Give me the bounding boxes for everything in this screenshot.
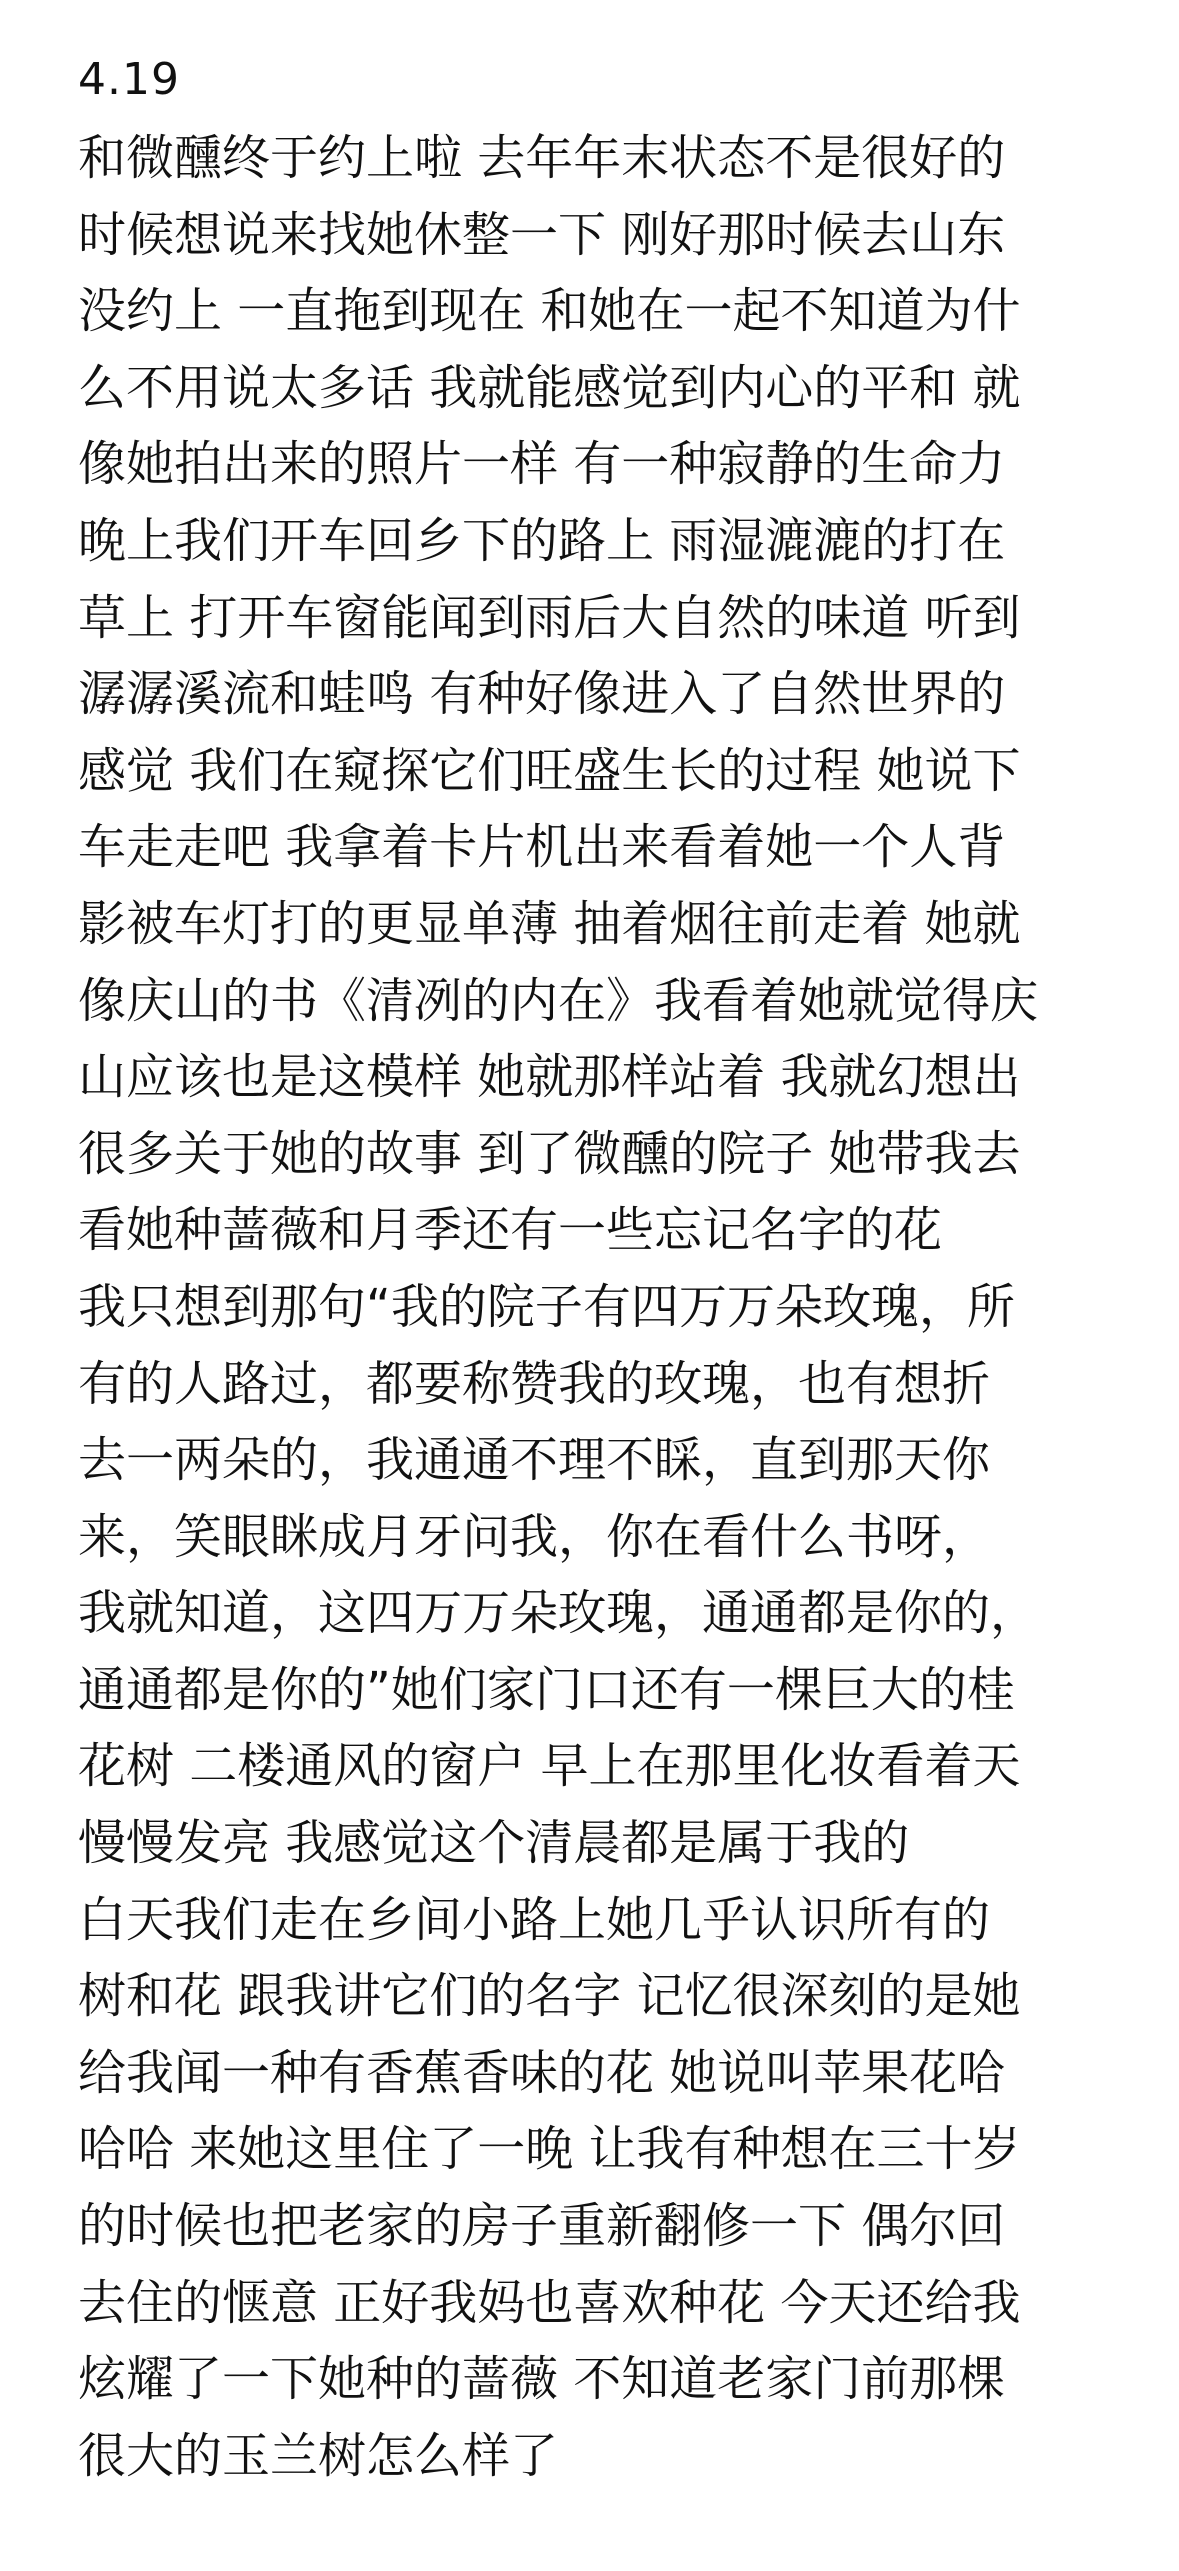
note-line: 车走走吧 我拿着卡片机出来看着她一个人背	[78, 819, 1006, 876]
note-date: 4.19	[78, 54, 180, 105]
note-line: 山应该也是这模样 她就那样站着 我就幻想出	[78, 1049, 1021, 1106]
note-line: 像她拍出来的照片一样 有一种寂静的生命力	[78, 436, 1006, 493]
note-line: 感觉 我们在窥探它们旺盛生长的过程 她说下	[78, 742, 1021, 799]
note-line: 很多关于她的故事 到了微醺的院子 她带我去	[78, 1125, 1021, 1182]
note-line: 影被车灯打的更显单薄 抽着烟往前走着 她就	[78, 895, 1021, 952]
note-body	[78, 120, 1138, 2494]
note-line: 给我闻一种有香蕉香味的花 她说叫苹果花哈	[78, 2044, 1006, 2101]
note-line: 晚上我们开车回乡下的路上 雨湿漉漉的打在	[78, 512, 1006, 569]
note-line: 和微醺终于约上啦 去年年末状态不是很好的	[78, 130, 1006, 186]
note-line: 的时候也把老家的房子重新翻修一下 偶尔回	[78, 2198, 1006, 2255]
note-line: 慢慢发亮 我感觉这个清晨都是属于我的	[78, 1815, 910, 1872]
note-line: 来，笑眼眯成月牙问我，你在看什么书呀，	[78, 1508, 991, 1565]
note-line: 像庆山的书《清冽的内在》我看着她就觉得庆	[78, 972, 1039, 1029]
note-line: 哈哈 来她这里住了一晚 让我有种想在三十岁	[78, 2121, 1021, 2178]
note-line: 花树 二楼通风的窗户 早上在那里化妆看着天	[78, 1738, 1021, 1795]
note-line: 去一两朵的，我通通不理不睬，直到那天你	[78, 1432, 991, 1489]
note-line: 树和花 跟我讲它们的名字 记忆很深刻的是她	[78, 1968, 1021, 2025]
note-line: 时候想说来找她休整一下 刚好那时候去山东	[78, 206, 1006, 263]
note-line: 去住的惬意 正好我妈也喜欢种花 今天还给我	[78, 2274, 1021, 2331]
note-line: 有的人路过，都要称赞我的玫瑰，也有想折	[78, 1355, 991, 1412]
note-line: 很大的玉兰树怎么样了	[78, 2427, 559, 2484]
note-line: 我就知道，这四万万朵玫瑰，通通都是你的，	[78, 1585, 1039, 1642]
note-line: 么不用说太多话 我就能感觉到内心的平和 就	[78, 359, 1021, 416]
note-line: 没约上 一直拖到现在 和她在一起不知道为什	[78, 283, 1021, 340]
note-line: 炫耀了一下她种的蔷薇 不知道老家门前那棵	[78, 2351, 1006, 2408]
note-line: 看她种蔷薇和月季还有一些忘记名字的花	[78, 1202, 943, 1259]
note-line: 我只想到那句“我的院子有四万万朵玫瑰，所	[78, 1278, 1015, 1335]
note-line: 通通都是你的”她们家门口还有一棵巨大的桂	[78, 1661, 1015, 1718]
note-line: 白天我们走在乡间小路上她几乎认识所有的	[78, 1891, 991, 1948]
note-line: 草上 打开车窗能闻到雨后大自然的味道 听到	[78, 589, 1021, 646]
note-line: 潺潺溪流和蛙鸣 有种好像进入了自然世界的	[78, 666, 1006, 723]
